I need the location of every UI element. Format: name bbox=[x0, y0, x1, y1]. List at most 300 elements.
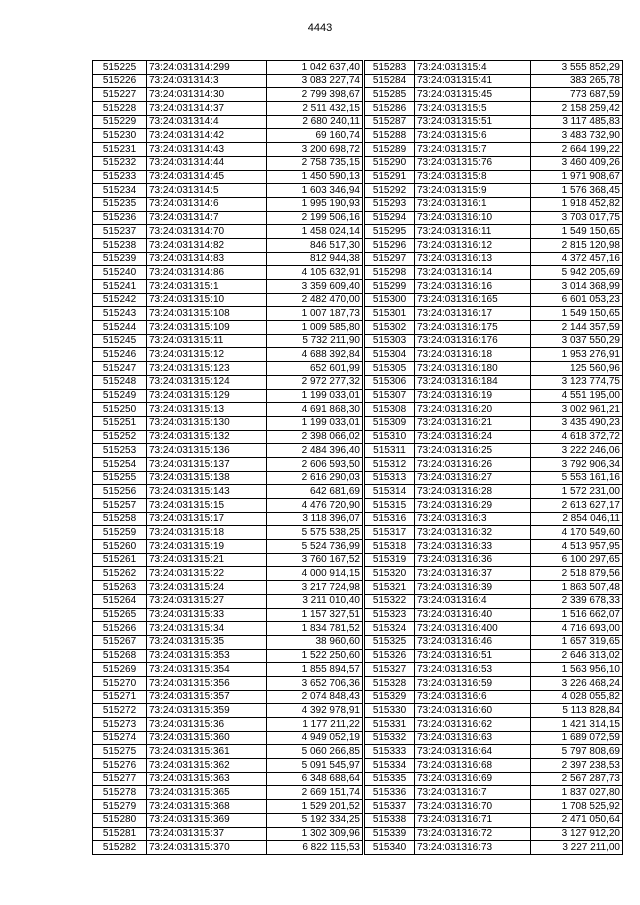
row-number-cell: 515272 bbox=[93, 704, 147, 718]
cadastral-value-cell: 5 797 808,69 bbox=[531, 745, 623, 759]
row-number-cell: 515274 bbox=[93, 731, 147, 745]
row-number-cell: 515240 bbox=[93, 266, 147, 280]
row-number-cell: 515331 bbox=[365, 718, 415, 732]
cadastral-number-cell: 73:24:031315:136 bbox=[147, 444, 267, 458]
table-row bbox=[93, 567, 363, 581]
row-number-cell: 515315 bbox=[365, 499, 415, 513]
cadastral-value-cell: 1 855 894,57 bbox=[267, 663, 363, 677]
row-number-cell: 515254 bbox=[93, 457, 147, 471]
row-number-cell: 515270 bbox=[93, 676, 147, 690]
cadastral-value-cell: 652 601,99 bbox=[267, 362, 363, 376]
cadastral-number-cell: 73:24:031314:70 bbox=[147, 225, 267, 239]
cadastral-number-cell: 73:24:031316:33 bbox=[415, 540, 531, 554]
cadastral-number-cell: 73:24:031316:17 bbox=[415, 307, 531, 321]
cadastral-value-cell: 1 603 346,94 bbox=[267, 184, 363, 198]
cadastral-value-cell: 1 837 027,80 bbox=[531, 786, 623, 800]
row-number-cell: 515297 bbox=[365, 252, 415, 266]
cadastral-value-cell: 2 758 735,15 bbox=[267, 156, 363, 170]
cadastral-number-cell: 73:24:031315:15 bbox=[147, 499, 267, 513]
cadastral-value-cell: 3 200 698,72 bbox=[267, 143, 363, 157]
cadastral-value-cell: 2 158 259,42 bbox=[531, 102, 623, 116]
cadastral-value-cell: 1 009 585,80 bbox=[267, 321, 363, 335]
row-number-cell: 515275 bbox=[93, 745, 147, 759]
row-number-cell: 515226 bbox=[93, 74, 147, 88]
row-number-cell: 515340 bbox=[365, 841, 415, 855]
table-row bbox=[93, 403, 363, 417]
table-row bbox=[93, 88, 363, 102]
cadastral-value-cell: 1 177 211,22 bbox=[267, 718, 363, 732]
cadastral-number-cell: 73:24:031316:4 bbox=[415, 594, 531, 608]
table-row bbox=[93, 225, 363, 239]
row-number-cell: 515320 bbox=[365, 567, 415, 581]
cadastral-value-cell: 2 854 046,11 bbox=[531, 512, 623, 526]
table-row bbox=[365, 759, 623, 773]
table-row bbox=[93, 512, 363, 526]
row-number-cell: 515334 bbox=[365, 759, 415, 773]
cadastral-value-cell: 2 972 277,32 bbox=[267, 375, 363, 389]
cadastral-number-cell: 73:24:031316:29 bbox=[415, 499, 531, 513]
table-row bbox=[93, 252, 363, 266]
cadastral-number-cell: 73:24:031315:6 bbox=[415, 129, 531, 143]
cadastral-number-cell: 73:24:031316:71 bbox=[415, 813, 531, 827]
row-number-cell: 515317 bbox=[365, 526, 415, 540]
cadastral-value-cell: 2 646 313,02 bbox=[531, 649, 623, 663]
cadastral-value-cell: 3 123 774,75 bbox=[531, 375, 623, 389]
cadastral-number-cell: 73:24:031316:59 bbox=[415, 676, 531, 690]
table-row bbox=[365, 635, 623, 649]
cadastral-value-cell: 3 002 961,21 bbox=[531, 403, 623, 417]
table-row bbox=[365, 772, 623, 786]
table-row bbox=[365, 567, 623, 581]
table-row bbox=[365, 512, 623, 526]
cadastral-number-cell: 73:24:031315:51 bbox=[415, 115, 531, 129]
table-row bbox=[365, 663, 623, 677]
cadastral-value-cell: 2 616 290,03 bbox=[267, 471, 363, 485]
row-number-cell: 515284 bbox=[365, 74, 415, 88]
row-number-cell: 515279 bbox=[93, 800, 147, 814]
cadastral-value-cell: 3 037 550,29 bbox=[531, 334, 623, 348]
cadastral-value-cell: 6 822 115,53 bbox=[267, 841, 363, 855]
row-number-cell: 515281 bbox=[93, 827, 147, 841]
row-number-cell: 515267 bbox=[93, 635, 147, 649]
row-number-cell: 515243 bbox=[93, 307, 147, 321]
cadastral-number-cell: 73:24:031316:3 bbox=[415, 512, 531, 526]
cadastral-value-cell: 4 688 392,84 bbox=[267, 348, 363, 362]
row-number-cell: 515257 bbox=[93, 499, 147, 513]
cadastral-number-cell: 73:24:031316:72 bbox=[415, 827, 531, 841]
table-row bbox=[365, 526, 623, 540]
cadastral-value-cell: 2 613 627,17 bbox=[531, 499, 623, 513]
row-number-cell: 515268 bbox=[93, 649, 147, 663]
cadastral-number-cell: 73:24:031314:5 bbox=[147, 184, 267, 198]
cadastral-number-cell: 73:24:031315:17 bbox=[147, 512, 267, 526]
cadastral-number-cell: 73:24:031314:45 bbox=[147, 170, 267, 184]
row-number-cell: 515286 bbox=[365, 102, 415, 116]
table-row bbox=[365, 485, 623, 499]
cadastral-value-cell: 3 435 490,23 bbox=[531, 416, 623, 430]
cadastral-number-cell: 73:24:031316:24 bbox=[415, 430, 531, 444]
cadastral-value-cell: 6 601 053,23 bbox=[531, 293, 623, 307]
cadastral-number-cell: 73:24:031315:361 bbox=[147, 745, 267, 759]
row-number-cell: 515332 bbox=[365, 731, 415, 745]
cadastral-number-cell: 73:24:031315:1 bbox=[147, 280, 267, 294]
cadastral-number-cell: 73:24:031315:108 bbox=[147, 307, 267, 321]
cadastral-value-cell: 3 127 912,20 bbox=[531, 827, 623, 841]
row-number-cell: 515237 bbox=[93, 225, 147, 239]
cadastral-value-cell: 2 511 432,15 bbox=[267, 102, 363, 116]
cadastral-number-cell: 73:24:031315:45 bbox=[415, 88, 531, 102]
row-number-cell: 515273 bbox=[93, 718, 147, 732]
cadastral-number-cell: 73:24:031315:33 bbox=[147, 608, 267, 622]
cadastral-value-cell: 2 074 848,43 bbox=[267, 690, 363, 704]
cadastral-value-cell: 1 522 250,60 bbox=[267, 649, 363, 663]
cadastral-value-cell: 3 118 396,07 bbox=[267, 512, 363, 526]
cadastral-value-cell: 1 834 781,52 bbox=[267, 622, 363, 636]
cadastral-value-cell: 4 170 549,60 bbox=[531, 526, 623, 540]
cadastral-number-cell: 73:24:031315:27 bbox=[147, 594, 267, 608]
table-row bbox=[365, 813, 623, 827]
row-number-cell: 515248 bbox=[93, 375, 147, 389]
cadastral-number-cell: 73:24:031316:27 bbox=[415, 471, 531, 485]
cadastral-number-cell: 73:24:031315:357 bbox=[147, 690, 267, 704]
row-number-cell: 515232 bbox=[93, 156, 147, 170]
cadastral-number-cell: 73:24:031314:42 bbox=[147, 129, 267, 143]
row-number-cell: 515300 bbox=[365, 293, 415, 307]
cadastral-value-cell: 2 606 593,50 bbox=[267, 457, 363, 471]
row-number-cell: 515310 bbox=[365, 430, 415, 444]
cadastral-value-cell: 3 555 852,29 bbox=[531, 61, 623, 75]
cadastral-value-cell: 4 691 868,30 bbox=[267, 403, 363, 417]
table-row bbox=[365, 649, 623, 663]
cadastral-value-cell: 2 482 470,00 bbox=[267, 293, 363, 307]
table-row bbox=[365, 608, 623, 622]
table-row bbox=[365, 362, 623, 376]
table-row bbox=[365, 321, 623, 335]
cadastral-value-cell: 1 199 033,01 bbox=[267, 416, 363, 430]
cadastral-number-cell: 73:24:031315:37 bbox=[147, 827, 267, 841]
table-row bbox=[93, 430, 363, 444]
table-row bbox=[93, 485, 363, 499]
cadastral-number-cell: 73:24:031315:36 bbox=[147, 718, 267, 732]
cadastral-value-cell: 3 652 706,36 bbox=[267, 676, 363, 690]
table-row bbox=[93, 211, 363, 225]
cadastral-value-cell: 4 513 957,95 bbox=[531, 540, 623, 554]
cadastral-number-cell: 73:24:031316:10 bbox=[415, 211, 531, 225]
row-number-cell: 515322 bbox=[365, 594, 415, 608]
cadastral-value-cell: 3 227 211,00 bbox=[531, 841, 623, 855]
cadastral-number-cell: 73:24:031316:60 bbox=[415, 704, 531, 718]
table-row bbox=[365, 184, 623, 198]
row-number-cell: 515227 bbox=[93, 88, 147, 102]
row-number-cell: 515260 bbox=[93, 540, 147, 554]
cadastral-number-cell: 73:24:031315:19 bbox=[147, 540, 267, 554]
table-row bbox=[365, 170, 623, 184]
cadastral-number-cell: 73:24:031315:18 bbox=[147, 526, 267, 540]
cadastral-value-cell: 1 953 276,91 bbox=[531, 348, 623, 362]
table-row bbox=[93, 540, 363, 554]
table-row bbox=[93, 800, 363, 814]
row-number-cell: 515245 bbox=[93, 334, 147, 348]
row-number-cell: 515239 bbox=[93, 252, 147, 266]
table-row bbox=[93, 704, 363, 718]
row-number-cell: 515327 bbox=[365, 663, 415, 677]
cadastral-number-cell: 73:24:031316:26 bbox=[415, 457, 531, 471]
cadastral-value-cell: 642 681,69 bbox=[267, 485, 363, 499]
table-row bbox=[365, 61, 623, 75]
cadastral-value-cell: 2 397 238,53 bbox=[531, 759, 623, 773]
row-number-cell: 515291 bbox=[365, 170, 415, 184]
cadastral-value-cell: 2 680 240,11 bbox=[267, 115, 363, 129]
cadastral-number-cell: 73:24:031315:9 bbox=[415, 184, 531, 198]
cadastral-number-cell: 73:24:031315:137 bbox=[147, 457, 267, 471]
row-number-cell: 515311 bbox=[365, 444, 415, 458]
table-row bbox=[365, 581, 623, 595]
cadastral-value-cell: 5 524 736,99 bbox=[267, 540, 363, 554]
cadastral-number-cell: 73:24:031315:360 bbox=[147, 731, 267, 745]
cadastral-number-cell: 73:24:031316:53 bbox=[415, 663, 531, 677]
page-number: 4443 bbox=[307, 22, 333, 34]
cadastral-number-cell: 73:24:031315:129 bbox=[147, 389, 267, 403]
cadastral-number-cell: 73:24:031315:22 bbox=[147, 567, 267, 581]
cadastral-number-cell: 73:24:031315:132 bbox=[147, 430, 267, 444]
cadastral-value-cell: 1 042 637,40 bbox=[267, 61, 363, 75]
cadastral-number-cell: 73:24:031316:176 bbox=[415, 334, 531, 348]
cadastral-number-cell: 73:24:031314:86 bbox=[147, 266, 267, 280]
table-row bbox=[93, 663, 363, 677]
table-row bbox=[93, 321, 363, 335]
cadastral-number-cell: 73:24:031316:37 bbox=[415, 567, 531, 581]
row-number-cell: 515301 bbox=[365, 307, 415, 321]
cadastral-number-cell: 73:24:031315:109 bbox=[147, 321, 267, 335]
table-row bbox=[93, 772, 363, 786]
cadastral-number-cell: 73:24:031314:37 bbox=[147, 102, 267, 116]
cadastral-number-cell: 73:24:031316:68 bbox=[415, 759, 531, 773]
cadastral-number-cell: 73:24:031315:7 bbox=[415, 143, 531, 157]
table-row bbox=[365, 403, 623, 417]
cadastral-number-cell: 73:24:031314:3 bbox=[147, 74, 267, 88]
cadastral-number-cell: 73:24:031315:354 bbox=[147, 663, 267, 677]
table-row bbox=[93, 307, 363, 321]
row-number-cell: 515324 bbox=[365, 622, 415, 636]
table-row bbox=[365, 800, 623, 814]
table-row bbox=[365, 115, 623, 129]
cadastral-value-cell: 4 476 720,90 bbox=[267, 499, 363, 513]
cadastral-value-cell: 846 517,30 bbox=[267, 238, 363, 252]
cadastral-value-cell: 2 518 879,56 bbox=[531, 567, 623, 581]
row-number-cell: 515330 bbox=[365, 704, 415, 718]
table-row bbox=[93, 129, 363, 143]
cadastral-number-cell: 73:24:031315:143 bbox=[147, 485, 267, 499]
cadastral-value-cell: 3 117 485,83 bbox=[531, 115, 623, 129]
cadastral-value-cell: 4 028 055,82 bbox=[531, 690, 623, 704]
table-row bbox=[365, 553, 623, 567]
table-row bbox=[93, 457, 363, 471]
cadastral-value-cell: 2 144 357,59 bbox=[531, 321, 623, 335]
table-row bbox=[365, 731, 623, 745]
cadastral-number-cell: 73:24:031316:39 bbox=[415, 581, 531, 595]
table-row bbox=[93, 526, 363, 540]
cadastral-value-cell: 6 348 688,64 bbox=[267, 772, 363, 786]
row-number-cell: 515259 bbox=[93, 526, 147, 540]
cadastral-value-cell: 5 192 334,25 bbox=[267, 813, 363, 827]
cadastral-number-cell: 73:24:031315:11 bbox=[147, 334, 267, 348]
table-row bbox=[93, 471, 363, 485]
row-number-cell: 515233 bbox=[93, 170, 147, 184]
table-row bbox=[365, 252, 623, 266]
cadastral-value-cell: 38 960,60 bbox=[267, 635, 363, 649]
cadastral-number-cell: 73:24:031315:370 bbox=[147, 841, 267, 855]
table-row bbox=[365, 334, 623, 348]
row-number-cell: 515251 bbox=[93, 416, 147, 430]
cadastral-value-cell: 1 199 033,01 bbox=[267, 389, 363, 403]
cadastral-number-cell: 73:24:031315:8 bbox=[415, 170, 531, 184]
table-row bbox=[93, 553, 363, 567]
table-row bbox=[93, 293, 363, 307]
cadastral-number-cell: 73:24:031316:46 bbox=[415, 635, 531, 649]
cadastral-value-cell: 3 211 010,40 bbox=[267, 594, 363, 608]
table-row bbox=[93, 280, 363, 294]
row-number-cell: 515264 bbox=[93, 594, 147, 608]
table-row bbox=[93, 184, 363, 198]
cadastral-value-cell: 4 551 195,00 bbox=[531, 389, 623, 403]
table-row bbox=[365, 307, 623, 321]
row-number-cell: 515293 bbox=[365, 197, 415, 211]
cadastral-value-cell: 3 217 724,98 bbox=[267, 581, 363, 595]
cadastral-value-cell: 1 689 072,59 bbox=[531, 731, 623, 745]
row-number-cell: 515258 bbox=[93, 512, 147, 526]
row-number-cell: 515247 bbox=[93, 362, 147, 376]
cadastral-number-cell: 73:24:031316:36 bbox=[415, 553, 531, 567]
table-row bbox=[93, 156, 363, 170]
cadastral-number-cell: 73:24:031314:7 bbox=[147, 211, 267, 225]
row-number-cell: 515262 bbox=[93, 567, 147, 581]
cadastral-number-cell: 73:24:031316:28 bbox=[415, 485, 531, 499]
row-number-cell: 515230 bbox=[93, 129, 147, 143]
cadastral-value-cell: 1 563 956,10 bbox=[531, 663, 623, 677]
row-number-cell: 515225 bbox=[93, 61, 147, 75]
cadastral-value-cell: 3 760 167,52 bbox=[267, 553, 363, 567]
row-number-cell: 515296 bbox=[365, 238, 415, 252]
cadastral-value-cell: 1 529 201,52 bbox=[267, 800, 363, 814]
cadastral-value-cell: 812 944,38 bbox=[267, 252, 363, 266]
row-number-cell: 515318 bbox=[365, 540, 415, 554]
table-row bbox=[93, 635, 363, 649]
row-number-cell: 515289 bbox=[365, 143, 415, 157]
cadastral-value-cell: 5 942 205,69 bbox=[531, 266, 623, 280]
row-number-cell: 515325 bbox=[365, 635, 415, 649]
cadastral-number-cell: 73:24:031314:43 bbox=[147, 143, 267, 157]
table-row bbox=[93, 499, 363, 513]
table-row bbox=[365, 676, 623, 690]
table-row bbox=[365, 293, 623, 307]
table-row bbox=[365, 690, 623, 704]
row-number-cell: 515277 bbox=[93, 772, 147, 786]
cadastral-value-cell: 3 083 227,74 bbox=[267, 74, 363, 88]
cadastral-number-cell: 73:24:031315:124 bbox=[147, 375, 267, 389]
table-row bbox=[93, 731, 363, 745]
row-number-cell: 515238 bbox=[93, 238, 147, 252]
cadastral-value-cell: 6 100 297,65 bbox=[531, 553, 623, 567]
row-number-cell: 515265 bbox=[93, 608, 147, 622]
table-row bbox=[365, 348, 623, 362]
cadastral-value-cell: 1 971 908,67 bbox=[531, 170, 623, 184]
cadastral-value-cell: 1 657 319,65 bbox=[531, 635, 623, 649]
cadastral-value-cell: 3 792 906,34 bbox=[531, 457, 623, 471]
cadastral-value-cell: 3 460 409,26 bbox=[531, 156, 623, 170]
row-number-cell: 515306 bbox=[365, 375, 415, 389]
cadastral-number-cell: 73:24:031316:32 bbox=[415, 526, 531, 540]
cadastral-value-cell: 1 708 525,92 bbox=[531, 800, 623, 814]
cadastral-number-cell: 73:24:031315:4 bbox=[415, 61, 531, 75]
table-row bbox=[93, 827, 363, 841]
cadastral-value-cell: 4 716 693,00 bbox=[531, 622, 623, 636]
table-row bbox=[93, 649, 363, 663]
cadastral-number-cell: 73:24:031315:365 bbox=[147, 786, 267, 800]
cadastral-value-cell: 4 618 372,72 bbox=[531, 430, 623, 444]
cadastral-number-cell: 73:24:031316:16 bbox=[415, 280, 531, 294]
row-number-cell: 515263 bbox=[93, 581, 147, 595]
row-number-cell: 515287 bbox=[365, 115, 415, 129]
cadastral-value-cell: 2 398 066,02 bbox=[267, 430, 363, 444]
table-row bbox=[365, 444, 623, 458]
table-row bbox=[365, 211, 623, 225]
table-row bbox=[365, 389, 623, 403]
cadastral-number-cell: 73:24:031316:7 bbox=[415, 786, 531, 800]
row-number-cell: 515271 bbox=[93, 690, 147, 704]
cadastral-number-cell: 73:24:031315:369 bbox=[147, 813, 267, 827]
table-row bbox=[93, 416, 363, 430]
table-row bbox=[365, 156, 623, 170]
row-number-cell: 515246 bbox=[93, 348, 147, 362]
row-number-cell: 515255 bbox=[93, 471, 147, 485]
cadastral-value-cell: 1 450 590,13 bbox=[267, 170, 363, 184]
table-row bbox=[365, 499, 623, 513]
table-row bbox=[365, 786, 623, 800]
cadastral-value-cell: 1 007 187,73 bbox=[267, 307, 363, 321]
cadastral-value-cell: 1 302 309,96 bbox=[267, 827, 363, 841]
cadastral-value-cell: 2 339 678,33 bbox=[531, 594, 623, 608]
row-number-cell: 515333 bbox=[365, 745, 415, 759]
row-number-cell: 515338 bbox=[365, 813, 415, 827]
row-number-cell: 515244 bbox=[93, 321, 147, 335]
cadastral-number-cell: 73:24:031314:83 bbox=[147, 252, 267, 266]
cadastral-number-cell: 73:24:031315:21 bbox=[147, 553, 267, 567]
row-number-cell: 515314 bbox=[365, 485, 415, 499]
cadastral-value-cell: 5 060 266,85 bbox=[267, 745, 363, 759]
row-number-cell: 515283 bbox=[365, 61, 415, 75]
cadastral-value-cell: 1 549 150,65 bbox=[531, 307, 623, 321]
cadastral-number-cell: 73:24:031314:82 bbox=[147, 238, 267, 252]
table-row bbox=[93, 266, 363, 280]
cadastral-value-cell: 2 567 287,73 bbox=[531, 772, 623, 786]
table-row bbox=[93, 594, 363, 608]
cadastral-number-cell: 73:24:031316:11 bbox=[415, 225, 531, 239]
cadastral-number-cell: 73:24:031316:14 bbox=[415, 266, 531, 280]
table-row bbox=[93, 841, 363, 855]
cadastral-value-cell: 2 484 396,40 bbox=[267, 444, 363, 458]
cadastral-value-cell: 4 949 052,19 bbox=[267, 731, 363, 745]
cadastral-value-cell: 1 516 662,07 bbox=[531, 608, 623, 622]
cadastral-number-cell: 73:24:031315:5 bbox=[415, 102, 531, 116]
cadastral-number-cell: 73:24:031314:30 bbox=[147, 88, 267, 102]
table-row bbox=[93, 74, 363, 88]
cadastral-number-cell: 73:24:031315:24 bbox=[147, 581, 267, 595]
cadastral-number-cell: 73:24:031316:175 bbox=[415, 321, 531, 335]
row-number-cell: 515231 bbox=[93, 143, 147, 157]
table-row bbox=[365, 74, 623, 88]
row-number-cell: 515288 bbox=[365, 129, 415, 143]
row-number-cell: 515321 bbox=[365, 581, 415, 595]
